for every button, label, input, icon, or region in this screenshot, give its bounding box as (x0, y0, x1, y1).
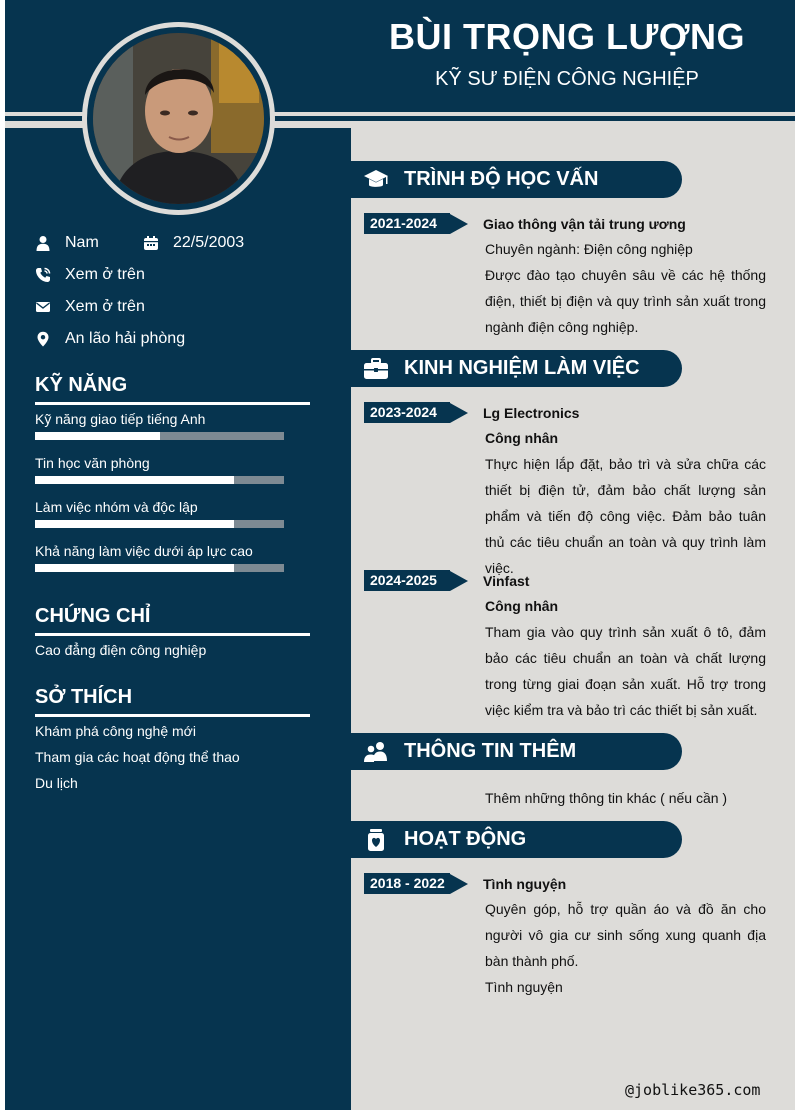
experience-title: KINH NGHIỆM LÀM VIỆC (404, 357, 640, 379)
phone-value: Xem ở trên (65, 266, 145, 283)
badge-heart-icon (363, 827, 389, 853)
birthday-value: 22/5/2003 (173, 234, 245, 251)
skill-bar (35, 520, 284, 528)
education-period: 2021-2024 (364, 213, 450, 234)
experience-role: Công nhân (485, 598, 559, 614)
experience-role: Công nhân (485, 430, 559, 446)
experience-organization: Lg Electronics (483, 405, 580, 421)
education-major: Chuyên ngành: Điện công nghiệp (485, 241, 693, 257)
skill-name: Tin học văn phòng (35, 455, 150, 471)
skill-fill (35, 476, 234, 484)
activities-extra: Tình nguyện (485, 979, 563, 995)
experience-organization: Vinfast (483, 573, 530, 589)
profile-photo (93, 33, 264, 204)
user-icon (35, 235, 51, 251)
additional-info-text: Thêm những thông tin khác ( nếu cần ) (485, 790, 728, 806)
certificates-rule (35, 633, 310, 636)
users-icon (363, 739, 389, 765)
experience-date-tag (364, 570, 468, 591)
calendar-icon (143, 235, 159, 251)
gender-value: Nam (65, 234, 99, 251)
education-title: TRÌNH ĐỘ HỌC VẤN (404, 168, 599, 190)
skill-name: Kỹ năng giao tiếp tiếng Anh (35, 411, 206, 427)
hobby-item: Du lịch (35, 775, 78, 791)
briefcase-icon (363, 356, 389, 382)
skill-bar (35, 564, 284, 572)
additional-info-header (351, 733, 682, 770)
hobby-item: Khám phá công nghệ mới (35, 723, 196, 739)
education-description: Được đào tạo chuyên sâu về các hệ thống điện, thiết bị điện và quy trình sản xuất trong ngành điện công nghiệp. (485, 267, 766, 335)
education-date-tag (364, 213, 468, 234)
email-value: Xem ở trên (65, 298, 145, 315)
skills-rule (35, 402, 310, 405)
hobby-item: Tham gia các hoạt động thể thao (35, 749, 240, 765)
gender-row (35, 234, 99, 252)
date-arrow (450, 403, 468, 423)
activities-header (351, 821, 682, 858)
experience-description: Tham gia vào quy trình sản xuất ô tô, đảm bảo các tiêu chuẩn an toàn và chất lượng trong từng giai đoạn sản xuất. Hỗ trợ trong việc kiểm tra và bảo trì các thiết bị sản xuất. (485, 624, 766, 718)
birthday-row (143, 234, 244, 252)
experience-period: 2023-2024 (364, 402, 450, 423)
activities-title: HOẠT ĐỘNG (404, 828, 527, 850)
skill-name: Làm việc nhóm và độc lập (35, 499, 198, 515)
resume-page (5, 0, 795, 1110)
activities-period: 2018 - 2022 (364, 873, 450, 894)
experience-period: 2024-2025 (364, 570, 450, 591)
date-arrow (450, 214, 468, 234)
experience-description: Thực hiện lắp đặt, bảo trì và sửa chữa các thiết bị điện tử, đảm bảo chất lượng sản phẩm và tiến độ công việc. Đảm bảo tuân thủ các tiêu chuẩn an toàn và quy trình làm việc. (485, 456, 766, 576)
activities-date-tag (364, 873, 468, 894)
certificates-title: CHỨNG CHỈ (35, 605, 151, 627)
watermark: @joblike365.com (625, 1081, 761, 1099)
graduation-cap-icon (363, 167, 389, 193)
skill-fill (35, 520, 234, 528)
candidate-name: BÙI TRỌNG LƯỢNG (388, 16, 746, 57)
skills-title: KỸ NĂNG (35, 374, 128, 396)
phone-icon (35, 267, 51, 283)
address-row (35, 330, 185, 348)
experience-date-tag (364, 402, 468, 423)
map-pin-icon (35, 331, 51, 347)
email-row (35, 298, 145, 316)
education-organization: Giao thông vận tải trung ương (483, 216, 686, 232)
job-title: KỸ SƯ ĐIỆN CÔNG NGHIỆP (435, 68, 699, 90)
envelope-icon (35, 299, 51, 315)
address-value: An lão hải phòng (65, 330, 186, 347)
phone-row (35, 266, 145, 284)
skill-fill (35, 564, 234, 572)
skill-name: Khả năng làm việc dưới áp lực cao (35, 543, 253, 559)
avatar (93, 33, 264, 204)
date-arrow (450, 571, 468, 591)
education-header (351, 161, 682, 198)
sidebar (5, 128, 351, 1110)
experience-header (351, 350, 682, 387)
hobbies-title: SỞ THÍCH (35, 686, 133, 708)
hobbies-rule (35, 714, 310, 717)
date-arrow (450, 874, 468, 894)
skill-bar (35, 432, 284, 440)
skill-fill (35, 432, 160, 440)
certificate-item: Cao đẳng điện công nghiệp (35, 642, 207, 658)
activities-description: Quyên góp, hỗ trợ quần áo và đồ ăn cho người vô gia cư sinh sống xung quanh địa bàn thành phố. (485, 901, 766, 969)
additional-info-title: THÔNG TIN THÊM (404, 740, 577, 762)
skill-bar (35, 476, 284, 484)
activities-organization: Tình nguyện (483, 876, 567, 892)
